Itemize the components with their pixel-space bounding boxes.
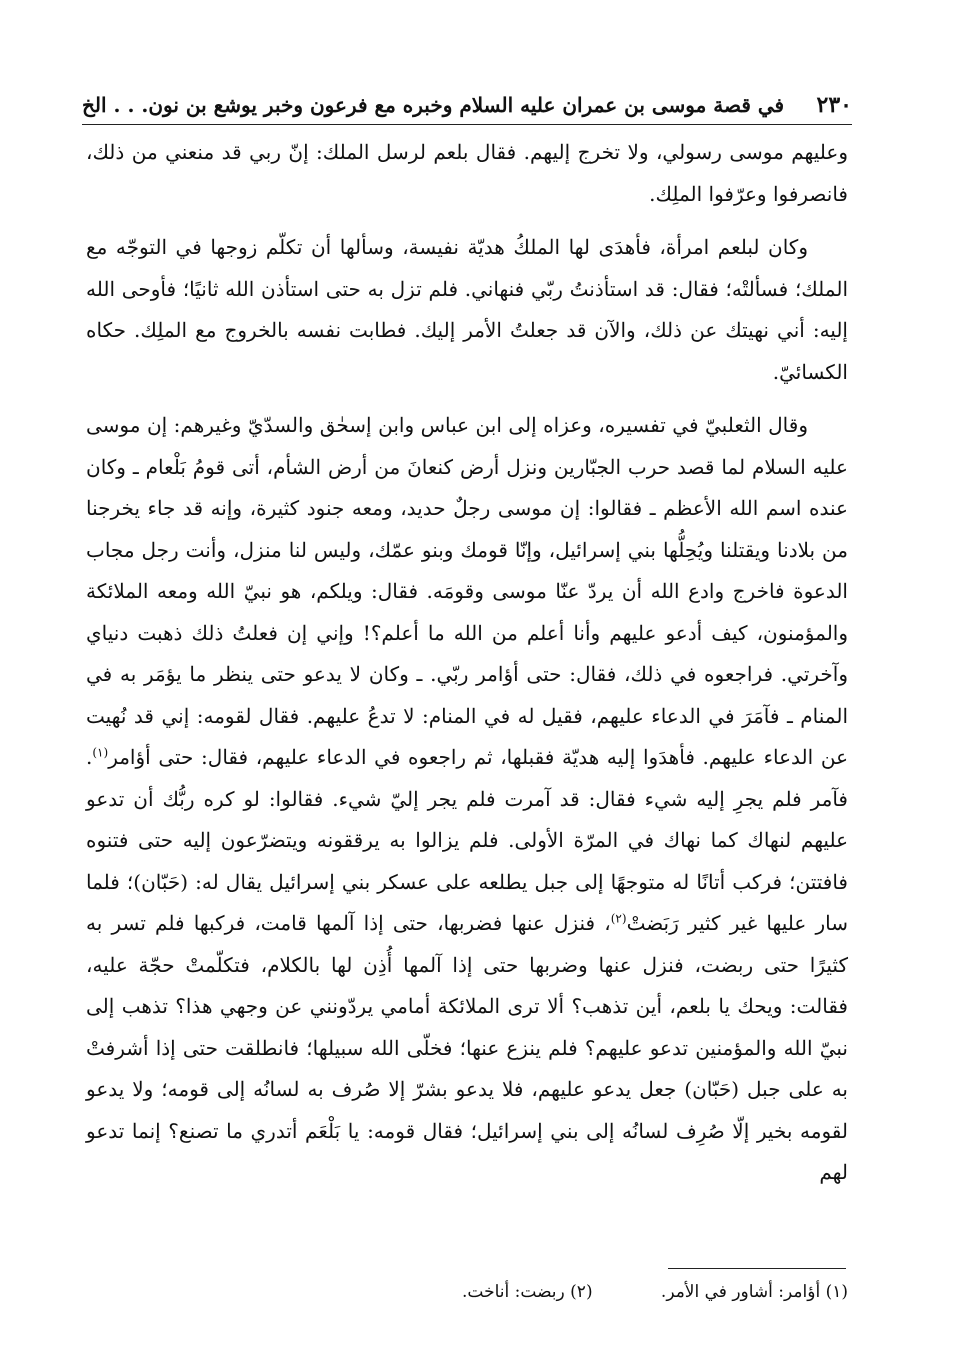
body-text [86, 132, 848, 1206]
paragraph: وكان لبلعم امرأة، فأهدَى لها الملكُ هديّة نفيسة، وسألها أن تكلّم زوجها في التوجّه مع الملك؛ فسألتْه؛ فقال: قد استأذنتُ ربّي فنهاني. فلم تزل به حتى استأذن الله ثانيًا؛ فأوحى الله إليه: أني نهيتك عن ذلك، والآن قد جعلتُ الأمر إليك. فطابت نفسه بالخروج مع الملِك. حكاه الكسائيّ. [86, 235, 848, 384]
page-number: ٢٣٠ [816, 92, 852, 118]
footnote-rule [668, 1268, 846, 1269]
paragraph-text: . فآمر فلم يجرِ إليه شيء فقال: قد آمرت فلم يجر إليّ شيء. فقالوا: لو كره ربُّك أن تدعو عليهم لنهاك كما نهاك في المرّة الأولى. فلم يزالوا به يرققونه ويتضرّعون إليه حتى فتنوه فافتتن؛ فركب أتانًا له متوجهًا إلى جبل يطلعه على عسكر بني إسرائيل يقال له: (حَبّان)؛ فلما سار عليها غير كثير رَبَضتْ [86, 745, 848, 935]
footnote-ref-2: (٢) [610, 911, 627, 926]
paragraph [86, 405, 848, 1194]
footnote-1: (١) أؤامر: أشاور في الأمر. [660, 1282, 848, 1302]
running-title: في قصة موسى بن عمران عليه السلام وخبره مع فرعون وخبر يوشع بن نون. . . الخ [82, 93, 785, 117]
paragraph-text: ، فنزل عنها فضربها، حتى إذا آلمها قامت، فركبها فلم تسر به كثيرًا حتى ربضت، فنزل عنها وضربها حتى إذا آلمها أُذِن لها بالكلام، فتكلّمتْ حجّة عليه، فقالت: ويحك يا بلعم، أين تذهب؟ ألا ترى الملائكة أمامي يردّونني عن وجهي هذا؟ تذهب إلى نبيّ الله والمؤمنين تدعو عليهم؟ فلم ينزع عنها؛ فخلّى الله سبيلها؛ فانطلقت حتى إذا أشرفتْ به على جبل (حَبّان) جعل يدعو عليهم، فلا يدعو بشرّ إلا صُرف به لسانُه إلى قومه؛ ولا يدعو لقومه بخير إلّا صُرِف لسانُه إلى بني إسرائيل؛ فقال قومه: يا بَلْعَم أتدري ما تصنع؟ إنما تدعو لهم [86, 911, 848, 1184]
footnote-2: (٢) ربضت: أناخت. [462, 1282, 593, 1302]
footnote-ref-1: (١) [92, 745, 109, 760]
footnotes [82, 1282, 848, 1312]
header-rule [82, 124, 852, 125]
paragraph-text: وقال الثعلبيّ في تفسيره، وعزاه إلى ابن عباس وابن إسحٰق والسدّيّ وغيرهم: إن موسى عليه السلام لما قصد حرب الجبّارين ونزل أرض كنعانَ من أرض الشأم، أتى قومُ بَلْعام ـ وكان عنده اسم الله الأعظم ـ فقالوا: إن موسى رجلٌ حديد، ومعه جنود كثيرة، وإنه قد جاء يخرجنا من بلادنا ويقتلنا ويُحِلُّها بني إسرائيل، وإنّا قومك وبنو عمّك، وليس لنا منزل، وأنت رجل مجاب الدعوة فاخرج وادع الله أن يردّ عنّا موسى وقومَه. فقال: ويلكم، هو نبيّ الله ومعه الملائكة والمؤمنون، كيف أدعو عليهم وأنا أعلم من الله ما أعلم؟! وإني إن فعلتُ ذلك ذهبت دنياي وآخرتي. فراجعوه في ذلك، فقال: حتى أؤامر ربّي. ـ وكان لا يدعو حتى ينظر ما يؤمَر به في المنام ـ فآمَرَ في الدعاء عليهم، فقيل له في المنام: لا تدعُ عليهم. فقال لقومه: إني قد نُهيت عن الدعاء عليهم. فأهدَوا إليه هديّة فقبلها، ثم راجعوه في الدعاء عليهم، فقال: حتى أؤامر [86, 413, 848, 769]
page-header [82, 88, 852, 122]
paragraph: وعليهم موسى رسولي، ولا تخرج إليهم. فقال بلعم لرسل الملك: إنّ ربي قد منعني من ذلك، فانصرفوا وعرّفوا الملِك. [86, 140, 849, 206]
